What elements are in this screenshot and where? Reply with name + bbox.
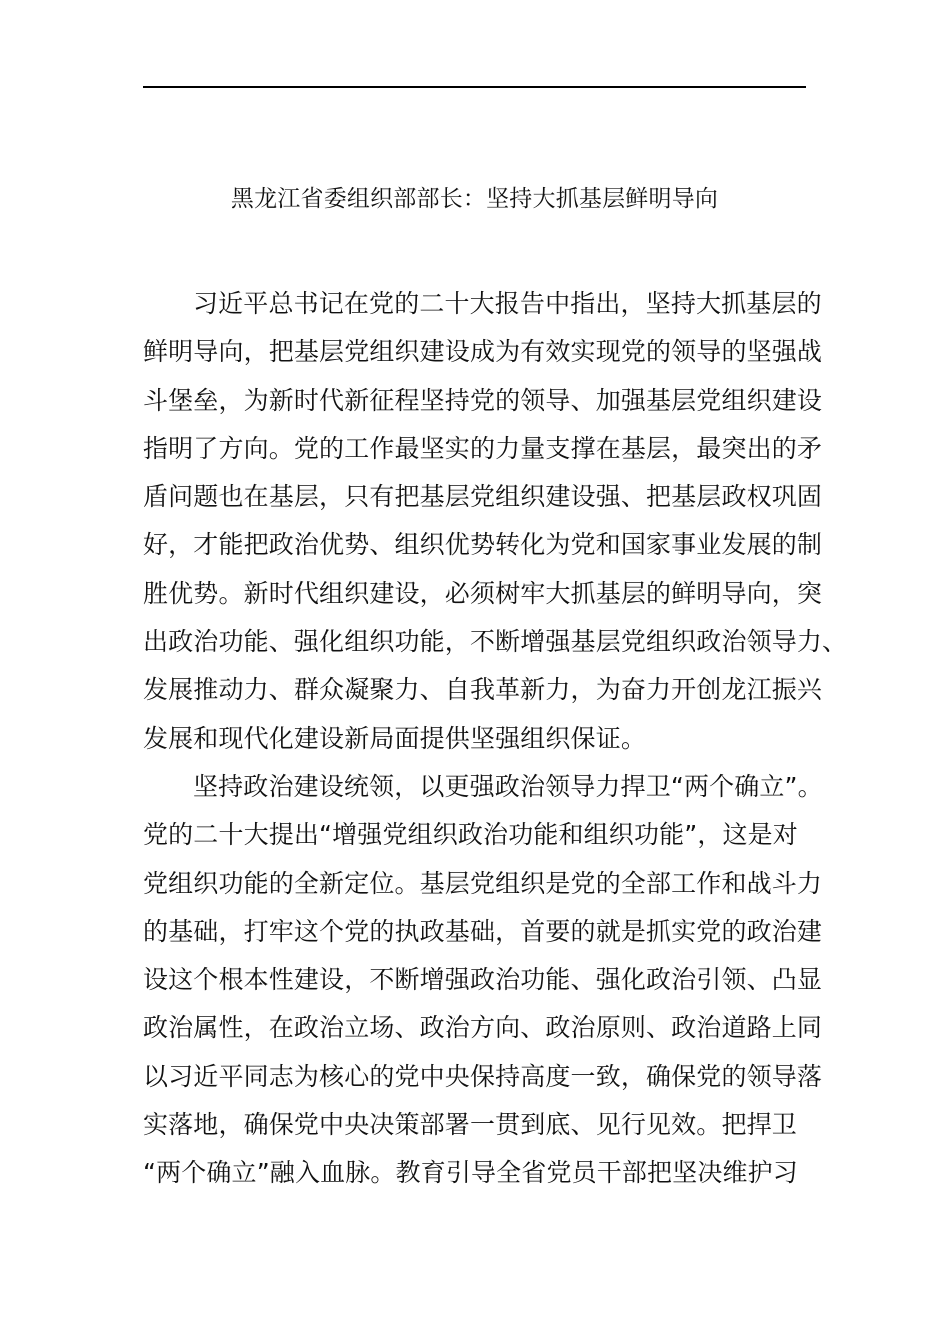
paragraph-line: 好，才能把政治优势、组织优势转化为党和国家事业发展的制 bbox=[143, 530, 823, 560]
document-body bbox=[143, 280, 848, 1198]
paragraph-line: 发展推动力、群众凝聚力、自我革新力，为奋力开创龙江振兴 bbox=[143, 675, 823, 705]
paragraph-line: “两个确立”融入血脉。教育引导全省党员干部把坚决维护习 bbox=[143, 1158, 798, 1188]
paragraph-line: 习近平总书记在党的二十大报告中指出，坚持大抓基层的 bbox=[193, 289, 822, 318]
paragraph-line: 党的二十大提出“增强党组织政治功能和组织功能”，这是对 bbox=[143, 820, 798, 850]
paragraph-line: 盾问题也在基层，只有把基层党组织建设强、把基层政权巩固 bbox=[143, 482, 823, 512]
paragraph-line: 出政治功能、强化组织功能，不断增强基层党组织政治领导力、 bbox=[143, 627, 848, 657]
document-title: 黑龙江省委组织部部长：坚持大抓基层鲜明导向 bbox=[230, 186, 719, 212]
paragraph-line: 的基础，打牢这个党的执政基础，首要的就是抓实党的政治建 bbox=[143, 916, 823, 946]
header-rule bbox=[143, 86, 806, 88]
paragraph-line: 鲜明导向，把基层党组织建设成为有效实现党的领导的坚强战 bbox=[143, 337, 823, 367]
paragraph-line: 政治属性，在政治立场、政治方向、政治原则、政治道路上同 bbox=[143, 1013, 823, 1043]
paragraph-line: 实落地，确保党中央决策部署一贯到底、见行见效。把捍卫 bbox=[143, 1110, 797, 1140]
paragraph-line: 发展和现代化建设新局面提供坚强组织保证。 bbox=[143, 723, 647, 753]
paragraph-line: 以习近平同志为核心的党中央保持高度一致，确保党的领导落 bbox=[143, 1061, 823, 1091]
paragraph-line: 胜优势。新时代组织建设，必须树牢大抓基层的鲜明导向，突 bbox=[143, 578, 823, 608]
paragraph-line: 斗堡垒，为新时代新征程坚持党的领导、加强基层党组织建设 bbox=[143, 385, 823, 415]
paragraph-line: 党组织功能的全新定位。基层党组织是党的全部工作和战斗力 bbox=[143, 868, 823, 898]
paragraph-line: 设这个根本性建设，不断增强政治功能、强化政治引领、凸显 bbox=[143, 965, 823, 995]
paragraph-line: 坚持政治建设统领，以更强政治领导力捍卫“两个确立”。 bbox=[193, 771, 823, 801]
paragraph-line: 指明了方向。党的工作最坚实的力量支撑在基层，最突出的矛 bbox=[143, 433, 823, 463]
